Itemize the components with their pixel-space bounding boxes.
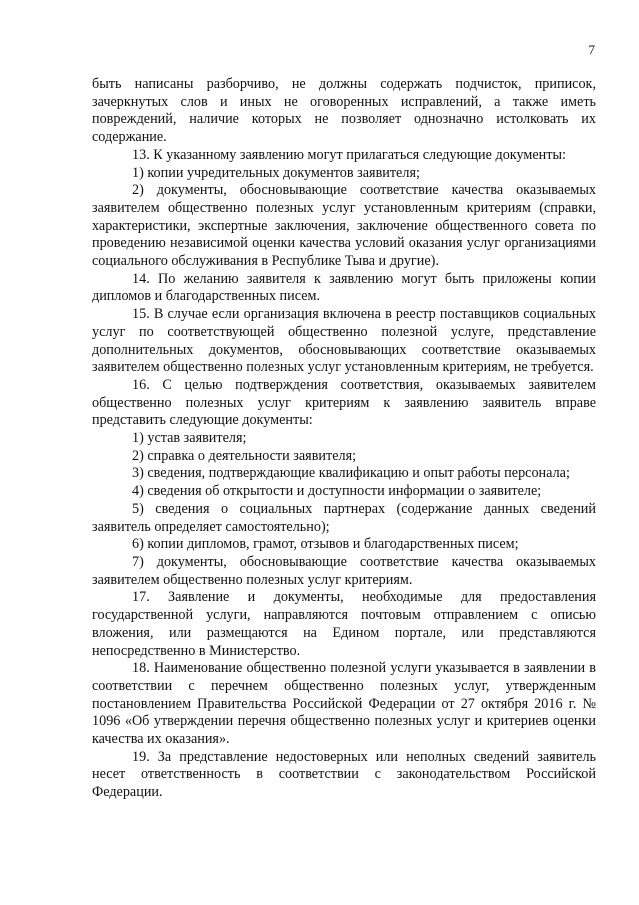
paragraph: 1) устав заявителя;	[132, 430, 247, 447]
paragraph: 2) справка о деятельности заявителя;	[132, 447, 357, 464]
paragraph: 18. Наименование общественно полезной услуги указывается в заявлении в соответствии с перечнем общественно полезных услуг, утвержденным постановлением Правительства Российской Федерации от 27 октября 2016 г. № 1096 «Об утверждении перечня общественно полезных услуг и критериев оценки качества их оказания».	[92, 660, 596, 748]
paragraph: 1) копии учредительных документов заявителя;	[132, 164, 420, 181]
paragraph: 19. За представление недостоверных или неполных сведений заявитель несет ответственность в соответствии с законодательством Российской Федерации.	[92, 748, 596, 801]
paragraph: 7) документы, обосновывающие соответствие качества оказываемых заявителем общественно полезных услуг критериям.	[92, 553, 596, 588]
paragraph: 6) копии дипломов, грамот, отзывов и благодарственных писем;	[132, 536, 519, 553]
paragraph: 4) сведения об открытости и доступности информации о заявителе;	[132, 483, 542, 500]
paragraph: 2) документы, обосновывающие соответствие качества оказываемых заявителем общественно полезных услуг установленным критериям (справки, характеристики, экспертные заключения, заключение общественного совета по проведению независимой оценки качества условий оказания услуг организациями социального обслуживания в Республике Тыва и другие).	[92, 182, 596, 270]
paragraph: 15. В случае если организация включена в реестр поставщиков социальных услуг по соответствующей общественно полезной услуге, представление дополнительных документов, обосновывающих соответствие оказываемых заявителем общественно полезных услуг установленным критериям, не требуется.	[92, 306, 596, 376]
paragraph: 3) сведения, подтверждающие квалификацию и опыт работы персонала;	[132, 465, 570, 482]
paragraph: 14. По желанию заявителя к заявлению могут быть приложены копии дипломов и благодарственных писем.	[92, 270, 596, 305]
paragraph: 17. Заявление и документы, необходимые для предоставления государственной услуги, направляются почтовым отправлением с описью вложения, или размещаются на Едином портале, или представляются непосредственно в Министерство.	[92, 589, 596, 659]
page-number: 7	[588, 42, 595, 57]
paragraph: быть написаны разборчиво, не должны содержать подчисток, приписок, зачеркнутых слов и иных не оговоренных исправлений, а также иметь повреждений, наличие которых не позволяет однозначно истолковать их содержание.	[92, 76, 596, 146]
paragraph: 13. К указанному заявлению могут прилагаться следующие документы:	[132, 146, 566, 163]
paragraph: 5) сведения о социальных партнерах (содержание данных сведений заявитель определяет самостоятельно);	[92, 500, 596, 535]
paragraph: 16. С целью подтверждения соответствия, оказываемых заявителем общественно полезных услуг критериям к заявлению заявитель вправе представить следующие документы:	[92, 376, 596, 429]
document-body	[92, 76, 596, 802]
